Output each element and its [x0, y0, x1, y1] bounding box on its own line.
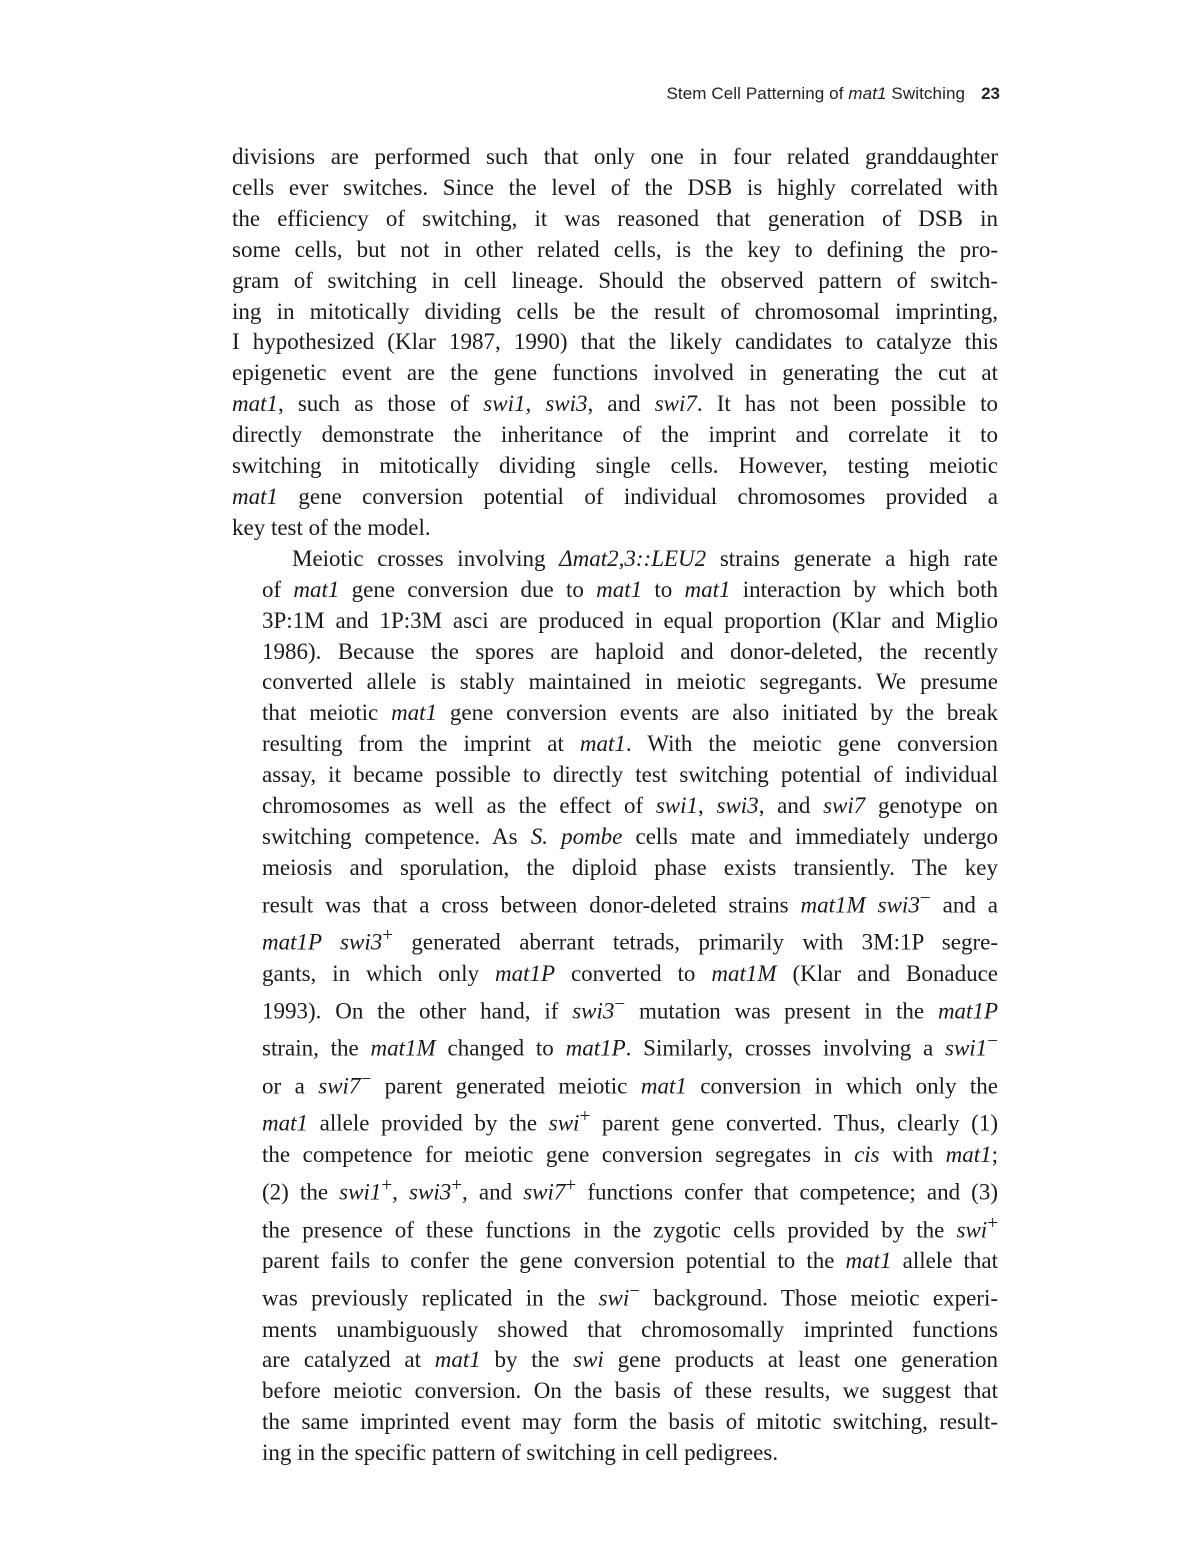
text-line: 1993). On the other hand, if swi3− mutation was present in the mat1P — [262, 993, 998, 1024]
text-line: was previously replicated in the swi− background. Those meiotic experi- — [262, 1280, 998, 1311]
text-line: 1986). Because the spores are haploid and donor-deleted, the recently — [262, 638, 998, 664]
text-line: of mat1 gene conversion due to mat1 to mat1 interaction by which both — [262, 576, 998, 602]
text-line: I hypothesized (Klar 1987, 1990) that the likely candidates to catalyze this — [232, 329, 998, 355]
text-line: some cells, but not in other related cells, is the key to defining the pro- — [232, 236, 998, 262]
text-line: strain, the mat1M changed to mat1P. Similarly, crosses involving a swi1− — [262, 1031, 998, 1061]
text-line: gants, in which only mat1P converted to mat1M (Klar and Bonaduce — [262, 960, 998, 986]
text-line: epigenetic event are the gene functions involved in generating the cut at — [232, 360, 998, 386]
text-line: ments unambiguously showed that chromosomally imprinted functions — [262, 1316, 998, 1342]
running-title — [666, 84, 965, 103]
text-line: before meiotic conversion. On the basis of these results, we suggest that — [262, 1378, 998, 1404]
text-line: resulting from the imprint at mat1. With the meiotic gene conversion — [262, 731, 999, 757]
text-line: key test of the model. — [232, 514, 431, 540]
text-line: result was that a cross between donor-deleted strains mat1M swi3− and a — [262, 887, 998, 918]
text-line: (2) the swi1+, swi3+, and swi7+ functions confer that competence; and (3) — [262, 1174, 999, 1205]
text-line: the efficiency of switching, it was reasoned that generation of DSB in — [232, 205, 998, 231]
text-line: chromosomes as well as the effect of swi1, swi3, and swi7 genotype on — [262, 793, 998, 819]
text-line: Meiotic crosses involving Δmat2,3::LEU2 strains generate a high rate — [292, 545, 998, 571]
paragraph-2 — [232, 544, 998, 1469]
text-line: are catalyzed at mat1 by the swi gene products at least one generation — [262, 1347, 998, 1373]
running-title-text: Stem Cell Patterning of — [666, 84, 849, 103]
paragraph-1 — [232, 142, 998, 544]
running-title-suffix: Switching — [886, 84, 966, 103]
text-line: ing in mitotically dividing cells be the result of chromosomal imprinting, — [232, 298, 998, 324]
text-line: converted allele is stably maintained in meiotic segregants. We presume — [262, 669, 998, 695]
text-line: switching in mitotically dividing single cells. However, testing meiotic — [232, 453, 998, 479]
text-line: switching competence. As S. pombe cells mate and immediately undergo — [262, 823, 998, 849]
body-text — [232, 142, 998, 1469]
running-title-gene: mat1 — [848, 84, 887, 103]
text-line: divisions are performed such that only one in four related granddaughter — [232, 144, 998, 169]
text-line: the same imprinted event may form the basis of mitotic switching, result- — [262, 1409, 998, 1435]
text-line: mat1 gene conversion potential of individual chromosomes provided a — [232, 483, 998, 509]
text-line: mat1 allele provided by the swi+ parent gene converted. Thus, clearly (1) — [262, 1106, 998, 1137]
text-line: mat1P swi3+ generated aberrant tetrads, primarily with 3M:1P segre- — [262, 925, 998, 955]
text-line: gram of switching in cell lineage. Should the observed pattern of switch- — [232, 267, 998, 293]
text-line: the competence for meiotic gene conversion segregates in cis with mat1; — [262, 1142, 999, 1168]
text-line: cells ever switches. Since the level of the DSB is highly correlated with — [232, 174, 998, 200]
text-line: ing in the specific pattern of switching in cell pedigrees. — [262, 1440, 779, 1466]
text-line: meiosis and sporulation, the diploid phase exists transiently. The key — [262, 854, 998, 880]
text-line: 3P:1M and 1P:3M asci are produced in equal proportion (Klar and Miglio — [262, 607, 998, 633]
text-line: mat1, such as those of swi1, swi3, and swi7. It has not been possible to — [232, 391, 999, 417]
text-line: or a swi7− parent generated meiotic mat1 conversion in which only the — [262, 1068, 999, 1099]
text-line: the presence of these functions in the zygotic cells provided by the swi+ — [262, 1212, 998, 1243]
text-line: that meiotic mat1 gene conversion events are also initiated by the break — [262, 700, 998, 726]
running-header — [666, 84, 1000, 104]
text-line: parent fails to confer the gene conversion potential to the mat1 allele that — [262, 1248, 998, 1274]
text-line: assay, it became possible to directly test switching potential of individual — [262, 762, 998, 788]
page-number: 23 — [981, 84, 1000, 103]
text-line: directly demonstrate the inheritance of the imprint and correlate it to — [232, 422, 998, 448]
